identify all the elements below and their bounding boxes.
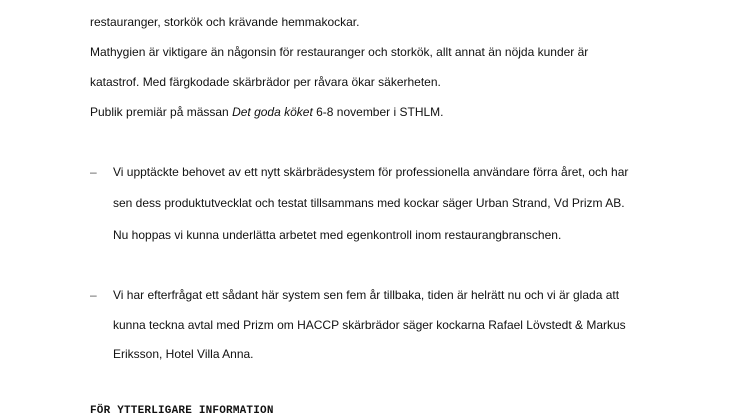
premiere-line [90, 105, 444, 119]
intro-line: Mathygien är viktigare än någonsin för restauranger och storkök, allt annat än nöjda kunder är [90, 45, 589, 59]
intro-line: katastrof. Med färgkodade skärbrädor per råvara ökar säkerheten. [90, 75, 441, 89]
intro-line: restauranger, storkök och krävande hemmakockar. [90, 15, 360, 29]
quote-line: Nu hoppas vi kunna underlätta arbetet med egenkontroll inom restaurangbranschen. [113, 228, 562, 242]
quote-dash: – [90, 165, 97, 179]
premiere-suffix: 6-8 november i STHLM. [312, 105, 444, 119]
quote-line: kunna teckna avtal med Prizm om HACCP skärbrädor säger kockarna Rafael Lövstedt & Markus [113, 318, 626, 332]
quote-line: Vi upptäckte behovet av ett nytt skärbrädesystem för professionella användare förra året, och har [113, 165, 629, 179]
quote-dash: – [90, 288, 97, 302]
quote-line: Vi har efterfrågat ett sådant här system sen fem år tillbaka, tiden är helrätt nu och vi är glada att [113, 288, 620, 302]
premiere-event: Det goda köket [232, 105, 313, 119]
premiere-prefix: Publik premiär på mässan [90, 105, 233, 119]
quote-line: sen dess produktutvecklat och testat tillsammans med kockar säger Urban Strand, Vd Prizm AB. [113, 196, 625, 210]
quote-line: Eriksson, Hotel Villa Anna. [113, 347, 254, 361]
section-heading: FÖR YTTERLIGARE INFORMATION [90, 405, 274, 417]
